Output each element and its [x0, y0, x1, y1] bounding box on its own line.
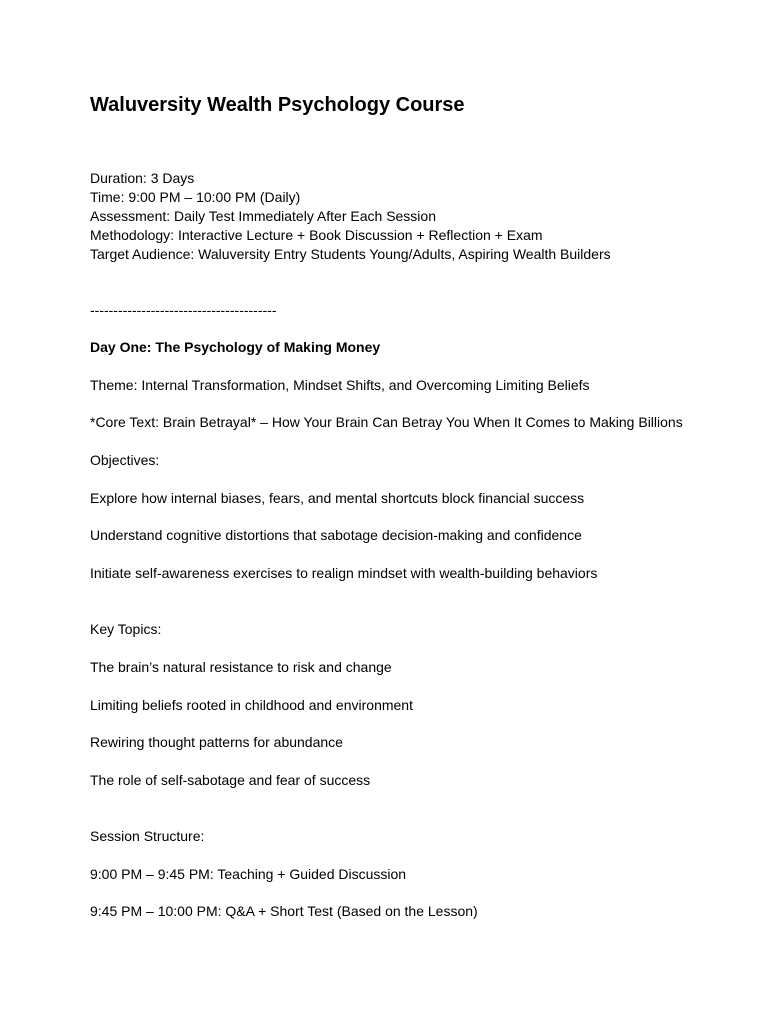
objectives-label: Objectives:	[90, 452, 160, 468]
duration-line: Duration: 3 Days	[90, 170, 195, 186]
session-structure-label: Session Structure:	[90, 828, 205, 844]
target-audience-line: Target Audience: Waluversity Entry Students Young/Adults, Aspiring Wealth Builders	[90, 246, 611, 262]
time-line: Time: 9:00 PM – 10:00 PM (Daily)	[90, 189, 301, 205]
assessment-line: Assessment: Daily Test Immediately After Each Session	[90, 208, 436, 224]
topic-item: The role of self-sabotage and fear of success	[90, 772, 371, 788]
topic-item: The brain’s natural resistance to risk and change	[90, 659, 392, 675]
day-one-heading: Day One: The Psychology of Making Money	[90, 339, 381, 355]
core-text-line: *Core Text: Brain Betrayal* – How Your Brain Can Betray You When It Comes to Making Billions	[90, 414, 683, 430]
topic-item: Rewiring thought patterns for abundance	[90, 734, 343, 750]
key-topics-label: Key Topics:	[90, 621, 162, 637]
document-title: Waluversity Wealth Psychology Course	[90, 94, 465, 116]
session-structure-item: 9:45 PM – 10:00 PM: Q&A + Short Test (Based on the Lesson)	[90, 903, 478, 919]
objective-item: Understand cognitive distortions that sabotage decision-making and confidence	[90, 527, 582, 543]
topic-item: Limiting beliefs rooted in childhood and environment	[90, 697, 413, 713]
theme-line: Theme: Internal Transformation, Mindset Shifts, and Overcoming Limiting Beliefs	[90, 377, 590, 393]
session-structure-item: 9:00 PM – 9:45 PM: Teaching + Guided Discussion	[90, 866, 407, 882]
methodology-line: Methodology: Interactive Lecture + Book Discussion + Reflection + Exam	[90, 227, 543, 243]
divider-line: ----------------------------------------	[90, 302, 277, 318]
objective-item: Initiate self-awareness exercises to realign mindset with wealth-building behaviors	[90, 565, 598, 581]
objective-item: Explore how internal biases, fears, and mental shortcuts block financial success	[90, 490, 585, 506]
